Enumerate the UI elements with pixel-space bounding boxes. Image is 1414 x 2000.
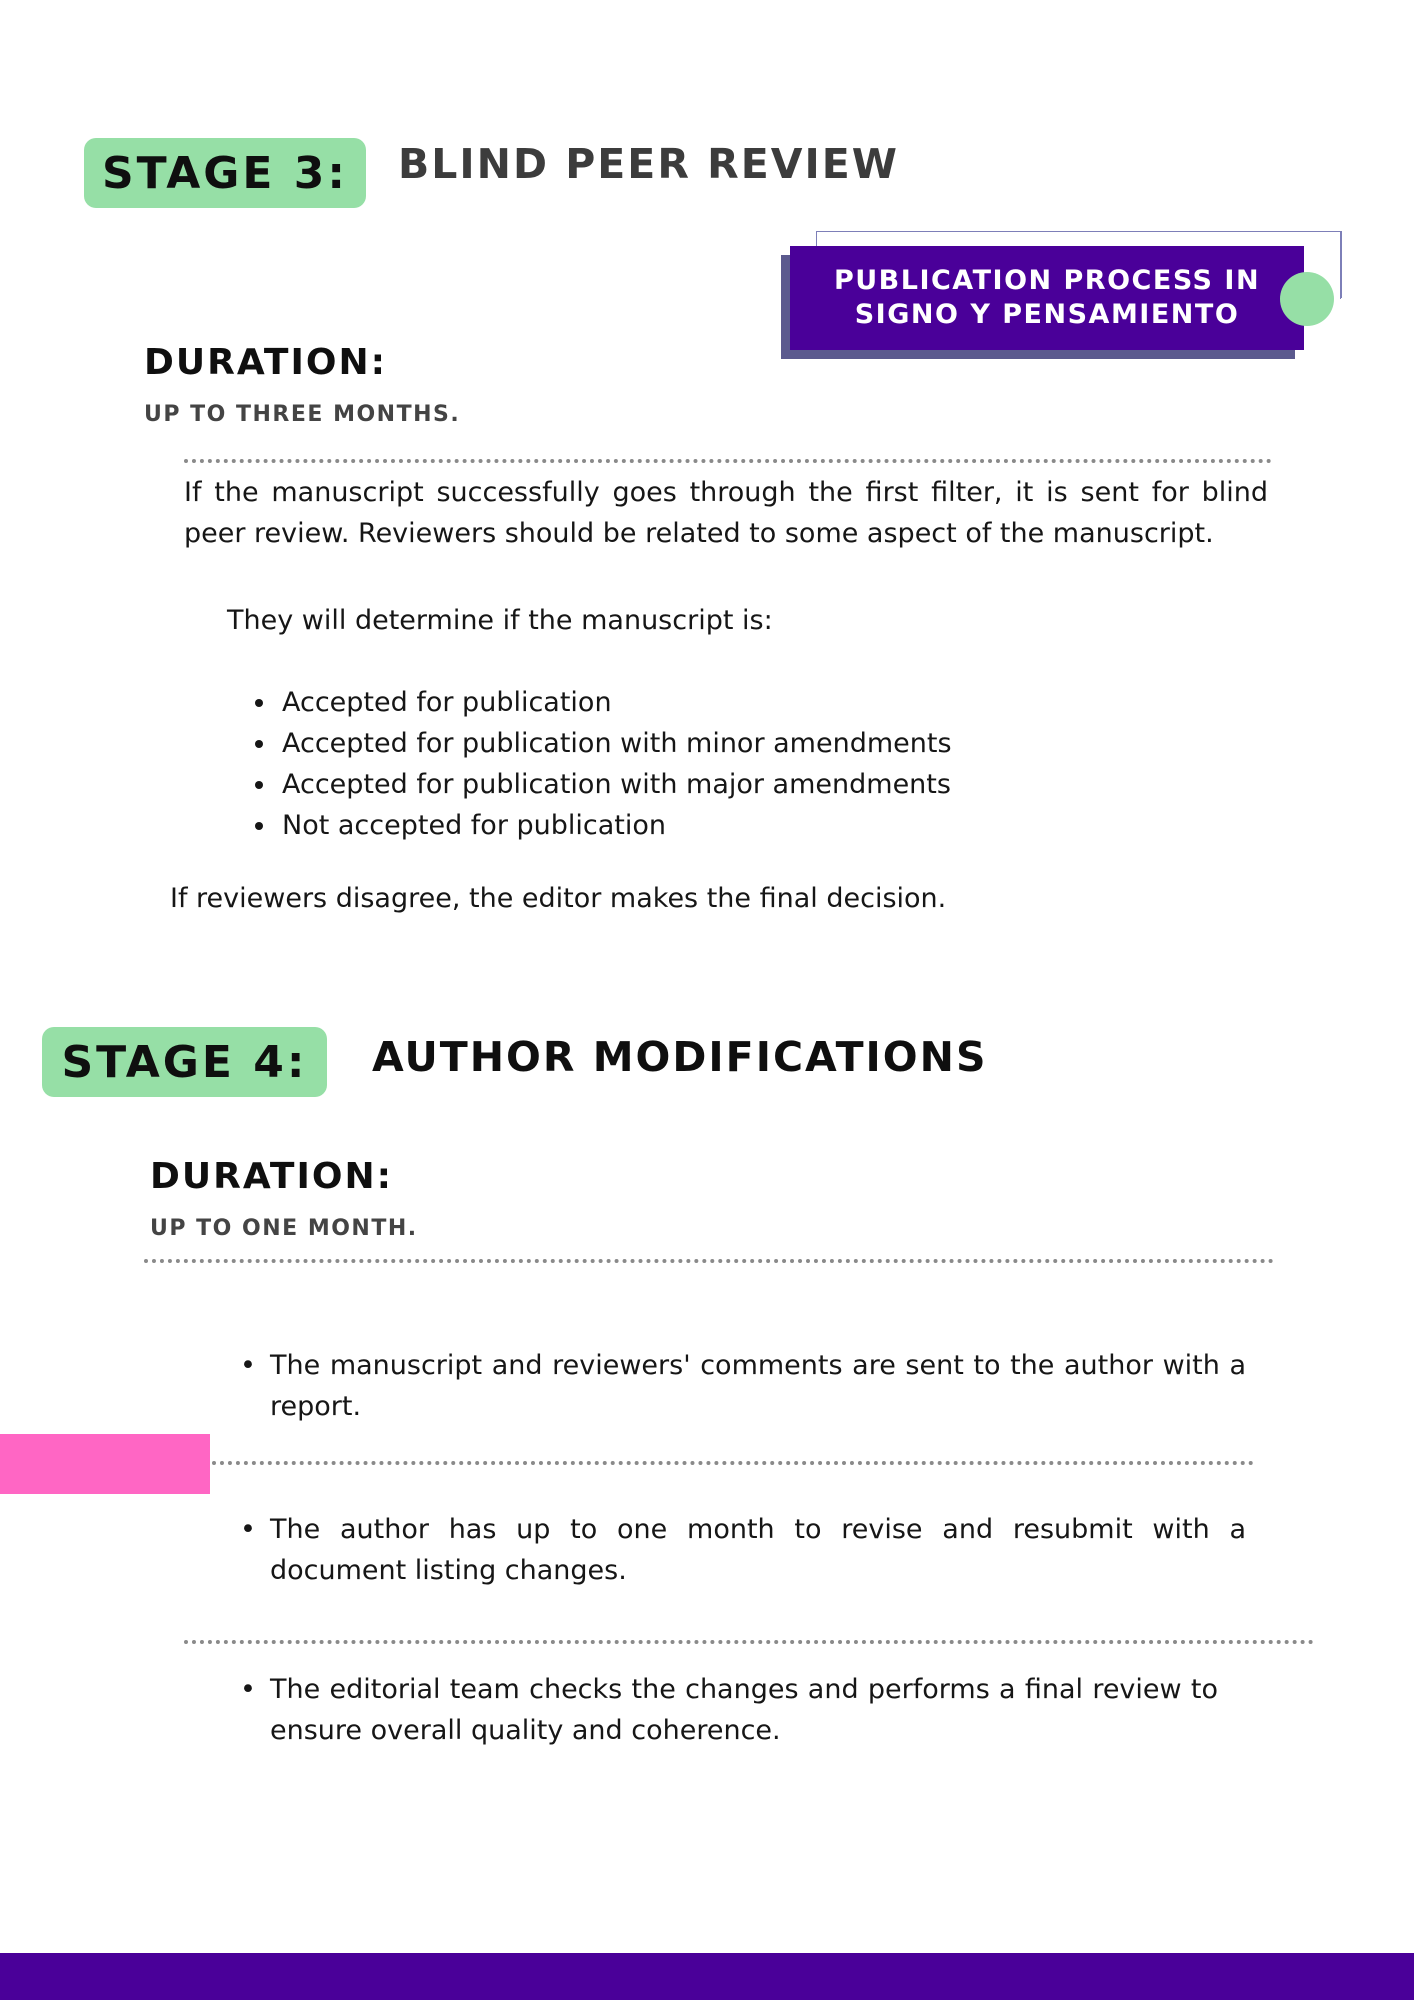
list-item: • Accepted for publication with minor amendments	[278, 723, 1128, 764]
stage-3-badge-label: STAGE 3:	[101, 147, 349, 199]
stage-4-title: AUTHOR MODIFICATIONS	[372, 1033, 988, 1081]
stage-4-step-2: • The author has up to one month to revise and resubmit with a document listing changes.	[270, 1509, 1246, 1591]
stage-4-step-1: • The manuscript and reviewers' comments are sent to the author with a report.	[270, 1345, 1246, 1427]
list-item: • Accepted for publication	[278, 682, 1128, 723]
pink-accent-bar	[0, 1434, 210, 1494]
stage-4-step-divider-1	[212, 1461, 1254, 1465]
stage-3-title: BLIND PEER REVIEW	[398, 140, 899, 188]
list-item: • Accepted for publication with major amendments	[278, 764, 1128, 805]
stage-3-divider	[184, 459, 1272, 463]
stage-3-intro: If the manuscript successfully goes through the first filter, it is sent for blind peer review. Reviewers should be related to some aspect of the manuscript.	[184, 477, 1268, 549]
stage-3-closing: If reviewers disagree, the editor makes the final decision.	[170, 883, 947, 914]
banner-line-1: PUBLICATION PROCESS IN	[833, 265, 1261, 296]
banner-dot	[1280, 272, 1334, 326]
stage-4-step-divider-2	[184, 1640, 1314, 1644]
footer-bar	[0, 1953, 1414, 2000]
stage-4-duration-value: UP TO ONE MONTH.	[150, 1216, 418, 1241]
banner	[790, 246, 1304, 350]
stage-3-badge	[84, 138, 366, 208]
stage-3-duration-value: UP TO THREE MONTHS.	[144, 402, 461, 427]
stage-4-step-3: • The editorial team checks the changes and performs a final review to ensure overall quality and coherence.	[270, 1669, 1218, 1751]
stage-4-badge	[42, 1027, 327, 1097]
stage-4-divider	[144, 1259, 1274, 1263]
stage-3-duration-label: DURATION:	[144, 342, 387, 383]
stage-3-outcomes	[228, 682, 1128, 846]
list-item: • Not accepted for publication	[278, 805, 1128, 846]
stage-3-lead: They will determine if the manuscript is:	[227, 605, 773, 636]
stage-4-duration-label: DURATION:	[150, 1156, 393, 1197]
banner-outline-side	[1340, 231, 1341, 299]
stage-4-badge-label: STAGE 4:	[61, 1036, 308, 1088]
banner-line-2: SIGNO Y PENSAMIENTO	[854, 299, 1240, 330]
